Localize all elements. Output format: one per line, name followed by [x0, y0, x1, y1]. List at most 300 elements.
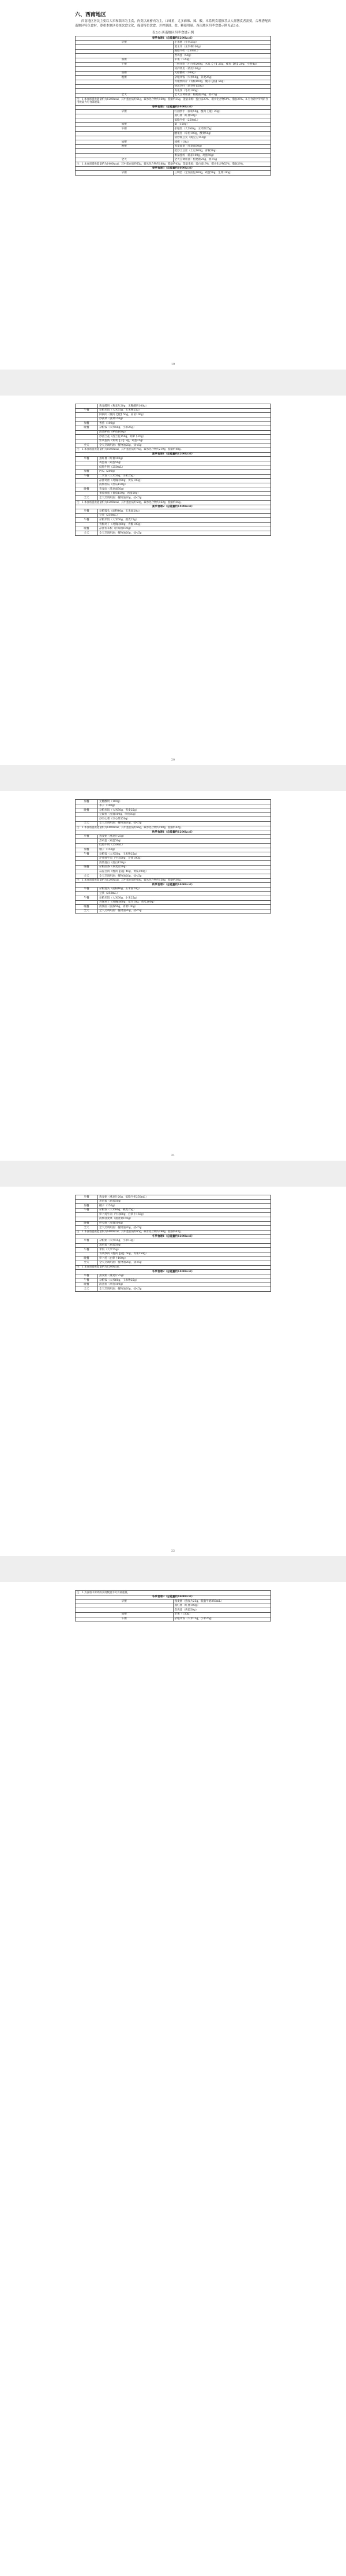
dish-cell: 番茄蛋汤（番茄100g，鸡蛋50g）	[173, 154, 271, 158]
menu-row	[76, 1248, 271, 1252]
dish-cell: 全天烹调用油：植物油20g，盐<5g	[173, 93, 271, 98]
meal-cell	[76, 45, 174, 50]
dish-cell: 炒菠菜（菠菜150g）	[98, 417, 271, 422]
page-gap	[0, 1556, 346, 1582]
meal-cell: 午餐	[76, 127, 174, 132]
meal-cell: 全天	[76, 531, 98, 536]
dish-cell: 杂粮饭（大米50g，玉米糁25g）	[98, 852, 271, 857]
meal-cell: 早餐	[76, 1239, 98, 1243]
season-band: 春季食谱1（总能量约1200kcal）	[76, 36, 271, 41]
dish-cell: 清炒丝瓜（丝瓜150g）	[98, 483, 271, 487]
dish-cell: 西瓜（200g）	[98, 469, 271, 474]
dish-cell: 全天烹调用油：植物油20g，盐<5g	[98, 496, 271, 501]
note-row	[76, 162, 271, 167]
menu-row	[76, 422, 271, 426]
dish-cell: 煮鸡蛋（50g）	[173, 54, 271, 58]
menu-row	[76, 426, 271, 430]
dish-cell: 杂粮饭（大米50g，小米25g）	[98, 426, 271, 430]
meal-cell: 晚餐	[76, 865, 98, 870]
dish-cell: 燕麦酸奶（燕麦片20g，无糖酸奶100g）	[98, 404, 271, 409]
menu-row	[76, 892, 271, 896]
document-page	[63, 791, 283, 1161]
dish-cell: 清炒莲白（莲白150g）	[98, 861, 271, 866]
meal-cell: 午餐	[76, 62, 174, 67]
dish-cell: 煮鸡蛋（鸡蛋50g）	[173, 1608, 271, 1613]
note-row	[76, 878, 271, 883]
menu-row	[76, 89, 271, 94]
dish-cell: 清炒豌豆尖（豌豆尖150g）	[173, 136, 271, 140]
menu-row	[76, 118, 271, 123]
page-gap	[0, 1161, 346, 1187]
dish-cell: 青椒炒肉片（青椒100g，瘦肉【猪】50g）	[173, 80, 271, 84]
dish-cell: 炒莴笋叶（莴笋叶150g）	[173, 84, 271, 89]
menu-row	[76, 58, 271, 62]
dish-cell: 香蕉（100g）	[98, 422, 271, 426]
meal-cell: 加餐	[76, 71, 174, 76]
meal-cell: 全天	[76, 443, 98, 448]
menu-row	[76, 905, 271, 909]
season-band: 夏季食谱1（总能量约1200kcal）	[76, 452, 271, 457]
meal-cell	[76, 132, 174, 136]
meal-cell: 早餐	[76, 887, 98, 892]
dish-cell: 清炒油麦菜（油麦菜150g）	[98, 1217, 271, 1221]
meal-cell: 午餐	[76, 518, 98, 523]
meal-cell	[76, 513, 98, 518]
dish-cell: 杂粮馒头（面粉40g，玉米面20g）	[98, 887, 271, 892]
dish-cell: 蒸红薯（红薯50g）	[173, 114, 271, 118]
dish-cell: 凉拌折耳根（折耳根100g）	[98, 527, 271, 531]
menu-table	[75, 36, 271, 176]
meal-cell: 午餐	[76, 1278, 98, 1283]
dish-cell: 荞麦面（荞麦面50g）	[98, 487, 271, 492]
menu-row	[76, 417, 271, 422]
menu-row	[76, 435, 271, 439]
menu-row	[76, 852, 271, 857]
dish-cell: 李子（100g）	[98, 804, 271, 808]
table-note: 注：1.本食谱提供能量约为1200kcal，其中蛋白质约60g，碳水化合物约158g，脂肪约36g。	[76, 878, 271, 883]
menu-row	[76, 1604, 271, 1608]
menu-row	[76, 1213, 271, 1217]
meal-cell	[76, 136, 174, 140]
meal-cell: 全天	[76, 909, 98, 914]
menu-row	[76, 461, 271, 465]
menu-row	[76, 136, 271, 140]
meal-cell: 加餐	[76, 1204, 98, 1209]
dish-cell: 无糖酸奶（100g）	[173, 71, 271, 76]
meal-cell	[76, 817, 98, 822]
meal-cell	[76, 839, 98, 844]
menu-row	[76, 154, 271, 158]
dish-cell: 脱脂牛奶（250mL）	[173, 49, 271, 54]
page-gap	[0, 765, 346, 791]
meal-cell: 晚餐	[76, 76, 174, 80]
dish-cell: 核桃（10g）	[173, 140, 271, 145]
menu-row	[76, 834, 271, 839]
meal-cell: 早餐	[76, 834, 98, 839]
dish-cell: 萝卜炖牛肉（牛肉60g，白萝卜150g）	[98, 1213, 271, 1217]
note-row	[76, 448, 271, 452]
meal-cell: 晚餐	[76, 144, 174, 149]
menu-row	[76, 54, 271, 58]
dish-cell: 杂粮饭（大米60g，燕麦25g）	[98, 1208, 271, 1213]
meal-cell: 晚餐	[76, 426, 98, 430]
dish-cell: 凉拌黄瓜（黄瓜100g）	[173, 67, 271, 72]
season-band: 冬季食谱1（总能量约1200kcal）	[76, 1235, 271, 1239]
note-row	[76, 1230, 271, 1235]
menu-row	[76, 404, 271, 409]
menu-row	[76, 439, 271, 443]
season-band: 冬季食谱3（总能量约1600kcal）	[76, 1595, 271, 1600]
meal-cell: 加餐	[76, 422, 98, 426]
meal-cell	[76, 80, 174, 84]
meal-cell: 午餐	[76, 896, 98, 901]
meal-cell	[76, 413, 98, 417]
dish-cell: 苹果（120g）	[173, 58, 271, 62]
dish-cell: 红油抄手（面粉50g，瘦肉【猪】20g）	[173, 110, 271, 114]
dish-cell: 豆浆（250mL）	[98, 513, 271, 518]
menu-row	[76, 900, 271, 905]
menu-row	[76, 487, 271, 492]
dish-cell: 青椒鸡丁（鸡胸肉60g，青椒100g）	[98, 523, 271, 527]
menu-row	[76, 76, 271, 80]
dish-cell: 小米粥（小米25g）	[173, 40, 271, 45]
menu-row	[76, 144, 271, 149]
menu-row	[76, 523, 271, 527]
meal-cell	[76, 856, 98, 861]
dish-cell: 豆腐鱼（豆腐100g，草鱼50g）	[98, 812, 271, 817]
menu-row	[76, 509, 271, 514]
dish-cell: 炝炒土豆丝（土豆100g，青椒30g）	[173, 149, 271, 154]
menu-row	[76, 896, 271, 901]
meal-cell	[76, 118, 174, 123]
intro-paragraph: 西南地区居民主要以大米和糯米为主食，肉类以禽畜肉为主，口味重，尤多麻辣、辣、酸。本系列食谱推荐从人群膳食者需要，合理搭配西南地区特色食材，尊重本地区传统饮食文化，保留特色饮食，并控制油、盐、糖使用量。西南地区四季食谱示例见表3.6。	[75, 20, 271, 28]
meal-cell	[76, 491, 98, 496]
meal-cell	[76, 417, 98, 422]
menu-row	[76, 839, 271, 844]
meal-cell	[76, 465, 98, 470]
table-note: 注：1.本食谱提供能量约为1400kcal，其中蛋白质约66g，碳水化合物约190g，脂肪约42g。	[76, 826, 271, 830]
dish-cell: 杂粮米饭（大米50g，荞麦25g）	[173, 76, 271, 80]
menu-row	[76, 84, 271, 89]
menu-row	[76, 114, 271, 118]
dish-cell: 煮鸡蛋（鸡蛋50g）	[98, 839, 271, 844]
menu-row	[76, 110, 271, 114]
menu-row	[76, 800, 271, 804]
dish-cell: 杂粮米饭（大米60g，燕麦25g）	[98, 518, 271, 523]
meal-cell	[76, 430, 98, 435]
meal-cell: 晚餐	[76, 905, 98, 909]
menu-row	[76, 1199, 271, 1204]
menu-row	[76, 80, 271, 84]
menu-row	[76, 808, 271, 813]
meal-cell: 晚餐	[76, 1283, 98, 1287]
dish-cell: 燕麦粥（燕麦片25g）	[98, 834, 271, 839]
dish-cell: 凉拌鸡丝（鸡胸肉50g，黄瓜100g）	[98, 479, 271, 483]
menu-row	[76, 149, 271, 154]
meal-cell: 早餐	[76, 509, 98, 514]
menu-row	[76, 1221, 271, 1226]
dish-cell: 萝卜汤（白萝卜100g）	[98, 1257, 271, 1261]
meal-cell	[76, 479, 98, 483]
meal-cell: 全天	[76, 1226, 98, 1231]
menu-row	[76, 1252, 271, 1257]
meal-cell	[76, 114, 174, 118]
menu-table	[75, 404, 271, 536]
menu-row	[76, 513, 271, 518]
menu-table	[75, 1590, 271, 1621]
meal-cell: 午餐	[76, 474, 98, 479]
dish-cell: 蒸红薯（红薯100g）	[173, 1604, 271, 1608]
meal-cell: 午餐	[76, 1208, 98, 1213]
meal-cell: 全天	[76, 1287, 98, 1292]
dish-cell: 杂粮米饭（大米75g，玉米糁25g）	[98, 408, 271, 413]
meal-cell	[76, 435, 98, 439]
table-note: 注：1.本食谱提供能量约为1200kcal。	[76, 1265, 271, 1270]
meal-cell	[76, 892, 98, 896]
menu-row	[76, 1287, 271, 1292]
dish-cell: 全天烹调用油：植物油25g，盐<5g	[98, 443, 271, 448]
menu-row	[76, 443, 271, 448]
menu-row	[76, 483, 271, 487]
meal-cell	[76, 900, 98, 905]
dish-cell: 燕麦粥（燕麦片25g，低脂牛奶250mL）	[173, 1600, 271, 1604]
dish-cell: 蒸鸡蛋（鸡蛋50g）	[98, 1243, 271, 1248]
meal-cell: 加餐	[76, 58, 174, 62]
meal-cell	[76, 461, 98, 465]
meal-cell: 加餐	[76, 469, 98, 474]
menu-row	[76, 40, 271, 45]
menu-row	[76, 1261, 271, 1265]
note-row	[76, 98, 271, 105]
meal-cell: 加餐	[76, 848, 98, 852]
dish-cell: 宫保鸡丁（鸡胸肉60g，花生10g，黄瓜100g）	[98, 900, 271, 905]
menu-row	[76, 1600, 271, 1604]
meal-cell: 加餐	[76, 122, 174, 127]
dish-cell: 杂粮面条（荞麦面50g）	[98, 865, 271, 870]
meal-cell: 全天	[76, 496, 98, 501]
menu-row	[76, 874, 271, 879]
season-band: 春季食谱2（总能量约1400kcal）	[76, 105, 271, 110]
meal-cell: 全天	[76, 821, 98, 826]
dish-cell: 低脂牛奶（250mL）	[173, 118, 271, 123]
menu-row	[76, 887, 271, 892]
dish-cell: 炒西兰花（西兰花150g，胡萝卜20g）	[98, 435, 271, 439]
dish-cell: 青菜炒肉（瘦肉【猪】50g，青菜150g）	[98, 1252, 271, 1257]
dish-cell: 煮鸡蛋（鸡蛋50g）	[98, 1199, 271, 1204]
document-page	[63, 396, 283, 765]
menu-row	[76, 1195, 271, 1200]
meal-cell	[76, 1217, 98, 1221]
dish-cell: 杂粮米饭（大米50g，荞麦25g）	[98, 808, 271, 813]
dish-cell: 清蒸鱼（草鱼100g）	[98, 1283, 271, 1287]
dish-cell: 杂粮饭（大米60g，玉米糁25g）	[173, 127, 271, 132]
meal-cell: 晚餐	[76, 808, 98, 813]
meal-cell: 全天	[76, 874, 98, 879]
season-band: 秋季食谱1（总能量约1200kcal）	[76, 830, 271, 835]
meal-cell: 早餐	[76, 171, 174, 176]
document-page	[63, 0, 283, 370]
meal-cell	[76, 1199, 98, 1204]
menu-row	[76, 527, 271, 531]
meal-cell: 全天	[76, 158, 174, 162]
season-band: 秋季食谱2（总能量约1400kcal）	[76, 883, 271, 888]
menu-row	[76, 1278, 271, 1283]
season-band: 冬季食谱2（总能量约1400kcal）	[76, 1270, 271, 1274]
menu-row	[76, 821, 271, 826]
dish-cell: 豆浆（250mL）	[98, 892, 271, 896]
dish-cell: 全天烹调用油：植物油20g，盐<5g	[98, 1226, 271, 1231]
menu-row	[76, 1274, 271, 1278]
menu-row	[76, 804, 271, 808]
meal-cell: 早餐	[76, 40, 174, 45]
menu-table	[75, 1195, 271, 1292]
menu-row	[76, 45, 271, 50]
season-band-row	[76, 166, 271, 171]
dish-cell: 酸菜鱼（草鱼100g，酸菜50g）	[173, 132, 271, 136]
meal-cell	[76, 861, 98, 866]
table-note: 注：1.本食谱提供能量约为1600kcal，其中蛋白质约76g，碳水化合物约219g，脂肪约48g。	[76, 448, 271, 452]
dish-cell: 拌豆腐（豆腐100g）	[98, 1221, 271, 1226]
meal-cell	[76, 804, 98, 808]
menu-row	[76, 158, 271, 162]
season-band-row	[76, 452, 271, 457]
menu-row	[76, 1243, 271, 1248]
menu-row	[76, 856, 271, 861]
meal-cell: 晚餐	[76, 1257, 98, 1261]
menu-row	[76, 62, 271, 67]
meal-cell: 加餐	[76, 1612, 174, 1617]
menu-row	[76, 1617, 271, 1621]
table-note: 注：1.本食谱提供能量约为1200kcal，其中蛋白质约61g，碳水化合物约160g，脂肪约35g，能量来源：蛋白质20%，碳水化合物54%，脂肪26%。2.为食谱中所列的食用数量为可食部重量。	[76, 98, 271, 105]
meal-cell	[76, 1243, 98, 1248]
meal-cell: 晚餐	[76, 1221, 98, 1226]
menu-row	[76, 127, 271, 132]
season-band-row	[76, 36, 271, 41]
page-number: 19	[171, 363, 175, 366]
menu-row	[76, 909, 271, 914]
dish-cell: 无糖酸奶（100g）	[98, 800, 271, 804]
menu-row	[76, 1257, 271, 1261]
dish-cell: 燕麦粥（燕麦片20g，低脂牛奶250mL）	[98, 1195, 271, 1200]
menu-row	[76, 812, 271, 817]
meal-cell	[76, 483, 98, 487]
dish-cell: 橘子（150g）	[98, 1204, 271, 1209]
menu-row	[76, 1239, 271, 1243]
dish-cell: 炒空心菜（空心菜150g）	[98, 817, 271, 822]
meal-cell: 早餐	[76, 1195, 98, 1200]
dish-cell: 梨（150g）	[173, 122, 271, 127]
meal-cell: 早餐	[76, 1274, 98, 1278]
table-note: 注：1.本食谱提供能量约为1400kcal，其中蛋白质约65g，碳水化合物约190g，脂肪约43g。	[76, 1230, 271, 1235]
menu-row	[76, 1217, 271, 1221]
menu-row	[76, 132, 271, 136]
dish-cell: 清汤面（面条50g，青菜100g）	[98, 905, 271, 909]
meal-cell	[76, 523, 98, 527]
dish-cell: 米饭（大米75g）	[98, 1248, 271, 1252]
dish-cell: 低脂牛奶（250mL）	[98, 465, 271, 470]
menu-row	[76, 1208, 271, 1213]
meal-cell	[76, 1252, 98, 1257]
menu-row	[76, 140, 271, 145]
dish-cell: 清蒸鲈鱼（鲈鱼100g）	[98, 430, 271, 435]
menu-row	[76, 122, 271, 127]
menu-row	[76, 465, 271, 470]
menu-row	[76, 93, 271, 98]
menu-row	[76, 531, 271, 536]
meal-cell	[76, 404, 98, 409]
menu-row	[76, 71, 271, 76]
menu-row	[76, 474, 271, 479]
dish-cell: 全天烹调用油：植物油20g，盐<5g	[98, 1287, 271, 1292]
dish-cell: 杂粮米饭（大米75g，小米25g）	[173, 1617, 271, 1621]
meal-cell: 早餐	[76, 110, 174, 114]
table-note: 注：1.本食谱提供能量约为1200kcal，其中蛋白质约59g，碳水化合物约162g，脂肪约36g。	[76, 501, 271, 505]
section-title: 六、西南地区	[75, 12, 107, 18]
season-band: 春季食谱3（总能量约1600kcal）	[76, 166, 271, 171]
menu-row	[76, 865, 271, 870]
dish-cell: 低脂牛奶（250mL）	[98, 843, 271, 848]
season-band-row	[76, 1270, 271, 1274]
menu-row	[76, 817, 271, 822]
page-number: 22	[171, 1549, 175, 1553]
dish-cell: 全天烹调用油：植物油20g，盐<5g	[98, 874, 271, 879]
dish-cell: 苹果（150g）	[173, 1612, 271, 1617]
dish-cell: 三鲜米粉（小白菜200g，木耳【干】25g，瘦肉【猪】20g，小葱4g）	[173, 62, 271, 67]
dish-cell: 杂粮米饭（大米60g，小米25g）	[98, 896, 271, 901]
meal-cell: 午餐	[76, 1248, 98, 1252]
menu-table	[75, 799, 271, 914]
dish-cell: 全天烹调用油：植物油20g，盐<5g	[98, 1261, 271, 1265]
menu-row	[76, 1612, 271, 1617]
dish-cell: 燕麦粥（燕麦片25g）	[98, 1274, 271, 1278]
season-band-row	[76, 505, 271, 509]
menu-row	[76, 171, 271, 176]
menu-row	[76, 848, 271, 852]
menu-row	[76, 430, 271, 435]
meal-cell: 午餐	[76, 408, 98, 413]
menu-row	[76, 843, 271, 848]
dish-cell: 紫菜蛋汤（紫菜【干】2g，鸡蛋25g）	[98, 439, 271, 443]
meal-cell: 全天	[76, 1261, 98, 1265]
season-band-row	[76, 830, 271, 835]
dish-cell: 三明治（全麦面包100g，鸡蛋50g，生菜100g）	[173, 171, 271, 176]
meal-cell: 午餐	[76, 852, 98, 857]
meal-cell	[76, 154, 174, 158]
season-band-row	[76, 1595, 271, 1600]
meal-cell	[76, 54, 174, 58]
dish-cell: 全天烹调用油：植物油20g，盐<5g	[98, 821, 271, 826]
meal-cell	[76, 84, 174, 89]
menu-row	[76, 518, 271, 523]
meal-cell: 加餐	[76, 800, 98, 804]
menu-row	[76, 49, 271, 54]
dish-cell: 柚子（150g）	[98, 848, 271, 852]
dish-cell: 杂粮馒头（面粉40g，玉米面20g）	[98, 509, 271, 514]
meal-cell	[76, 1213, 98, 1217]
meal-cell: 晚餐	[76, 487, 98, 492]
meal-cell	[76, 1604, 174, 1608]
dish-cell: 全天烹调用油：植物油20g，盐<5g	[173, 158, 271, 162]
menu-row	[76, 1226, 271, 1231]
menu-row	[76, 67, 271, 72]
meal-cell	[76, 870, 98, 874]
page-gap	[0, 370, 346, 396]
menu-row	[76, 408, 271, 413]
note-row	[76, 1591, 271, 1595]
meal-cell	[76, 812, 98, 817]
dish-cell: 二米饭（大米50g，小米25g）	[98, 474, 271, 479]
meal-cell	[76, 67, 174, 72]
